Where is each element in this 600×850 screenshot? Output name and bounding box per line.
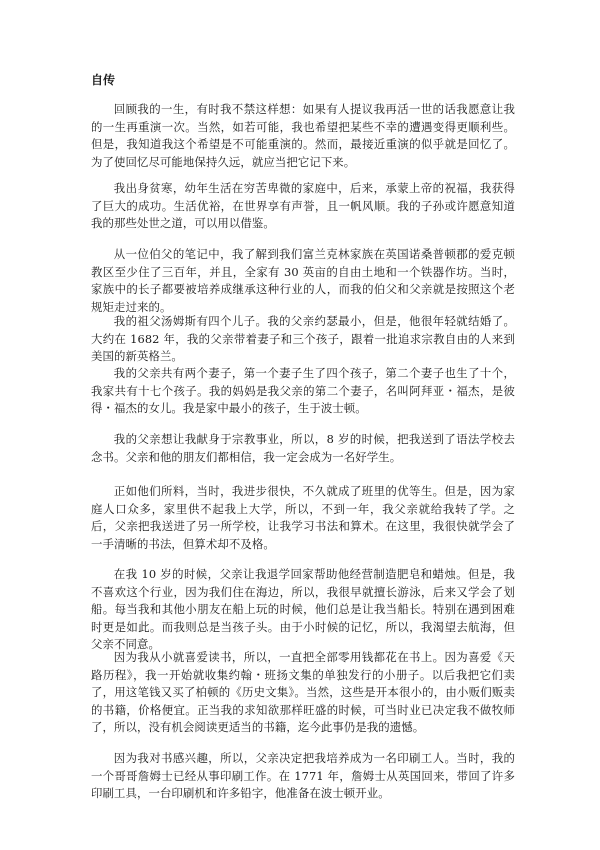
paragraph-3: 从一位伯父的笔记中，我了解到我们富兰克林家族在英国诺桑普顿郡的爱克顿教区至少住了三百年，并且，全家有 30 英亩的自由土地和一个铁器作坊。当时，家族中的长子都要被培养成继承这种行业的人，而我的伯父和父亲就是按照这个老规矩走过来的。 — [91, 247, 515, 314]
paragraph-1: 回顾我的一生，有时我不禁这样想：如果有人提议我再活一世的话我愿意让我的一生再重演一次。当然，如若可能，我也希望把某些不幸的遭遇变得更顺利些。但是，我知道我这个希望是不可能重演的。然而，最接近重演的似乎就是回忆了。为了使回忆尽可能地保持久远，就应当把它记下来。 — [91, 102, 515, 169]
paragraph-9: 因为我从小就喜爱读书，所以，一直把全部零用钱都花在书上。因为喜爱《天路历程》，我一开始就收集约翰・班扬文集的单独发行的小册子。以后我把它们卖了，用这笔钱又买了柏顿的《历史文集》。当然，这些是开本很小的，由小贩们贩卖的书籍，价格便宜。正当我的求知欲那样旺盛的时候，可当时业已决定我不做牧师了，所以，没有机会阅读更适当的书籍，迄今此事仍是我的遗憾。 — [91, 650, 515, 735]
document-title: 自传 — [91, 73, 116, 87]
paragraph-4: 我的祖父汤姆斯有四个儿子。我的父亲约瑟最小，但是，他很年轻就结婚了。大约在 1682 年，我的父亲带着妻子和三个孩子，跟着一批追求宗教自由的人来到美国的新英格兰。 — [91, 314, 515, 364]
paragraph-5: 我的父亲共有两个妻子，第一个妻子生了四个孩子，第二个妻子也生了十个，我家共有十七个孩子。我的妈妈是我父亲的第二个妻子，名叫阿拜亚・福杰，是彼得・福杰的女儿。我是家中最小的孩子，生于波士顿。 — [91, 366, 515, 416]
paragraph-6: 我的父亲想让我献身于宗教事业，所以，8 岁的时候，把我送到了语法学校去念书。父亲和他的朋友们都相信，我一定会成为一名好学生。 — [91, 432, 515, 464]
paragraph-7: 正如他们所料，当时，我进步很快，不久就成了班里的优等生。但是，因为家庭人口众多，家里供不起我上大学，所以，不到一年，我父亲就给我转了学。之后，父亲把我送进了另一所学校，让我学习书法和算术。在这里，我很快就学会了一手清晰的书法，但算术却不及格。 — [91, 484, 515, 551]
paragraph-2: 我出身贫寒，幼年生活在穷苦卑微的家庭中，后来，承蒙上帝的祝福，我获得了巨大的成功。生活优裕，在世界享有声誉，且一帆风顺。我的子孙或许愿意知道我的那些处世之道，可以用以借鉴。 — [91, 181, 515, 231]
paragraph-10: 因为我对书感兴趣，所以，父亲决定把我培养成为一名印刷工人。当时，我的一个哥哥詹姆士已经从事印刷工作。在 1771 年，詹姆士从英国回来，带回了许多印刷工具，一台印刷机和许多铅字，他准备在波士顿开业。 — [91, 751, 515, 801]
paragraph-8: 在我 10 岁的时候，父亲让我退学回家帮助他经营制造肥皂和蜡烛。但是，我不喜欢这个行业，因为我们住在海边，所以，我很早就擅长游泳，后来又学会了划船。每当我和其他小朋友在船上玩的时候，他们总是让我当船长。特别在遇到困难时更是如此。而我则总是当孩子头。由于小时候的记忆，所以，我渴望去航海，但父亲不同意。 — [91, 567, 515, 652]
